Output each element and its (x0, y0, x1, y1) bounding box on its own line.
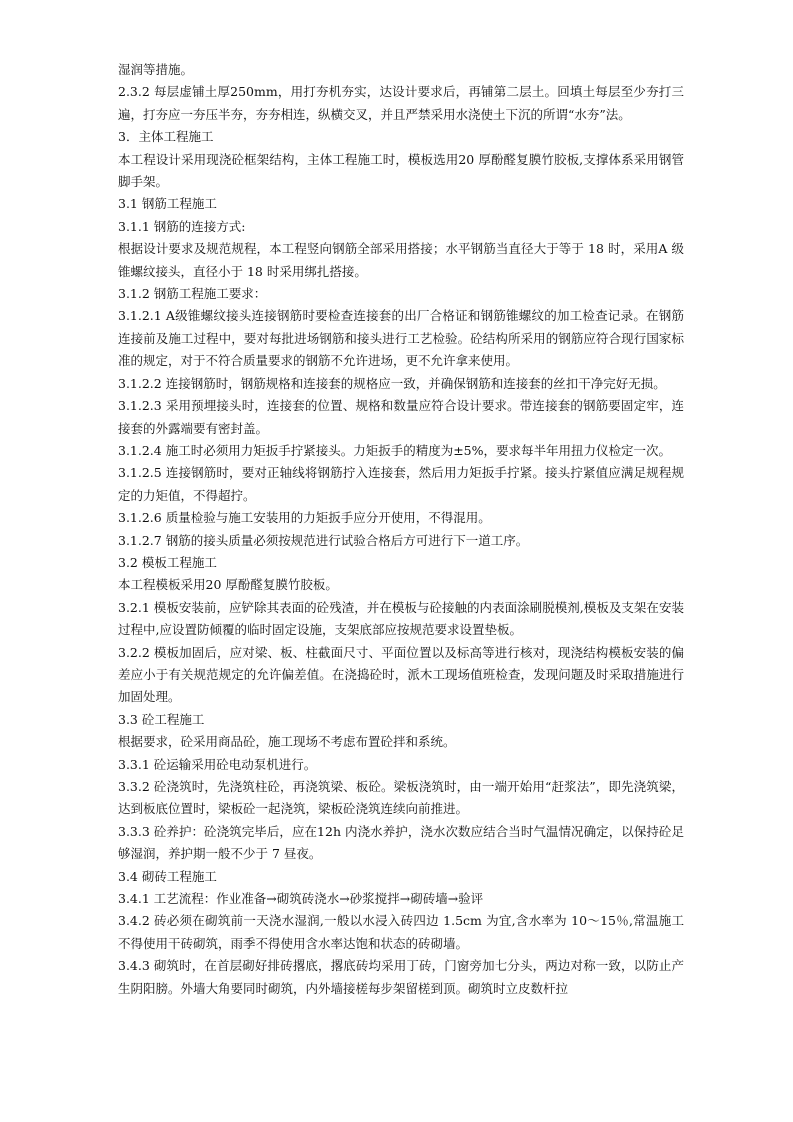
heading-3-1-2: 3.1.2 钢筋工程施工要求： (118, 286, 267, 302)
heading-3-3: 3.3 砼工程施工 (118, 711, 205, 727)
heading-3-1-1: 3.1.1 钢筋的连接方式: (118, 218, 246, 234)
item-3-3-3: 3.3.3 砼养护：砼浇筑完毕后，应在12h 内浇水养护，浇水次数应结合当时气温情况确定，以保持砼足够湿润，养护期一般不少于 7 昼夜。 (118, 823, 684, 862)
paragraph-formwork: 本工程模板采用20 厚酚醛复膜竹胶板。 (118, 577, 338, 593)
item-3-1-2-3: 3.1.2.3 采用预埋接头时，连接套的位置、规格和数量应符合设计要求。带连接套的钢筋要固定牢，连接套的外露端要有密封盖。 (118, 398, 684, 436)
section-2-3-2: 2.3.2 每层虚铺土厚250mm，用打夯机夯实，达设计要求后，再铺第二层土。回填土每层至少夯打三遍，打夯应一夯压半夯，夯夯相连，纵横交叉，并且严禁采用水浇使土下沉的所谓“水夯”法。 (118, 84, 684, 122)
item-3-1-2-6: 3.1.2.6 质量检验与施工安装用的力矩扳手应分开使用，不得混用。 (118, 510, 491, 526)
item-3-4-3: 3.4.3 砌筑时，在首层砌好排砖撂底，撂底砖均采用丁砖，门窗旁加七分头，两边对称一致，以防止产生阴阳膀。外墙大角要同时砌筑，内外墙接槎每步架留槎到顶。砌筑时立皮数杆拉 (118, 958, 684, 996)
item-3-1-2-1: 3.1.2.1 A级锥螺纹接头连接钢筋时要检查连接套的出厂合格证和钢筋锥螺纹的加工检查记录。在钢筋连接前及施工过程中，要对每批进场钢筋和接头进行工艺检验。砼结构所采用的钢筋应符合现行国家标准的规定，对于不符合质量要求的钢筋不允许进场，更不允许拿来使用。 (118, 308, 684, 369)
paragraph-concrete: 根据要求，砼采用商品砼，施工现场不考虑布置砼拌和系统。 (118, 734, 456, 750)
item-3-3-2: 3.3.2 砼浇筑时，先浇筑柱砼，再浇筑梁、板砼。梁板浇筑时，由一端开始用“赶浆法”，即先浇筑梁，达到板底位置时，梁板砼一起浇筑，梁板砼浇筑连续向前推进。 (118, 779, 684, 817)
item-3-4-1: 3.4.1 工艺流程：作业准备→砌筑砖浇水→砂浆搅拌→砌砖墙→验评 (118, 891, 484, 907)
paragraph-rebar-connection: 根据设计要求及规范规程，本工程竖向钢筋全部采用搭接；水平钢筋当直径大于等于 18 时，采用A 级锥螺纹接头，直径小于 18 时采用绑扎搭接。 (118, 241, 684, 279)
item-3-2-2: 3.2.2 模板加固后，应对梁、板、柱截面尺寸、平面位置以及标高等进行核对，现浇结构模板安装的偏差应小于有关规范规定的允许偏差值。在浇捣砼时，派木工现场值班检查，发现问题及时采取措施进行加固处理。 (118, 644, 684, 705)
item-3-4-2: 3.4.2 砖必须在砌筑前一天浇水湿润,一般以水浸入砖四边 1.5cm 为宜,含水率为 10～15％,常温施工不得使用干砖砌筑，雨季不得使用含水率达饱和状态的砖砌墙。 (118, 913, 684, 951)
item-3-1-2-5: 3.1.2.5 连接钢筋时，要对正轴线将钢筋拧入连接套，然后用力矩扳手拧紧。接头拧紧值应满足规程规定的力矩值，不得超拧。 (118, 465, 684, 503)
heading-3: 3．主体工程施工 (118, 129, 214, 145)
item-3-1-2-2: 3.1.2.2 连接钢筋时，钢筋规格和连接套的规格应一致，并确保钢筋和连接套的丝扣干净完好无损。 (118, 375, 666, 391)
item-3-1-2-7: 3.1.2.7 钢筋的接头质量必须按规范进行试验合格后方可进行下一道工序。 (118, 532, 529, 548)
heading-3-4: 3.4 砌砖工程施工 (118, 868, 217, 884)
text-line: 湿润等措施。 (118, 62, 194, 77)
item-3-3-1: 3.3.1 砼运输采用砼电动泵机进行。 (118, 756, 317, 772)
intro-paragraph: 本工程设计采用现浇砼框架结构，主体工程施工时，模板选用20 厚酚醛复膜竹胶板,支撑体系采用钢管脚手架。 (118, 151, 684, 190)
item-3-1-2-4: 3.1.2.4 施工时必须用力矩扳手拧紧接头。力矩扳手的精度为±5%，要求每半年用扭力仪检定一次。 (118, 442, 672, 458)
heading-3-1: 3.1 钢筋工程施工 (118, 196, 217, 212)
item-3-2-1: 3.2.1 模板安装前，应铲除其表面的砼残渣，并在模板与砼接触的内表面涂刷脱模剂,模板及支架在安装过程中,应设置防倾覆的临时固定设施，支架底部应按规范要求设置垫板。 (118, 599, 684, 638)
heading-3-2: 3.2 模板工程施工 (118, 554, 217, 570)
document-page (118, 59, 684, 1000)
